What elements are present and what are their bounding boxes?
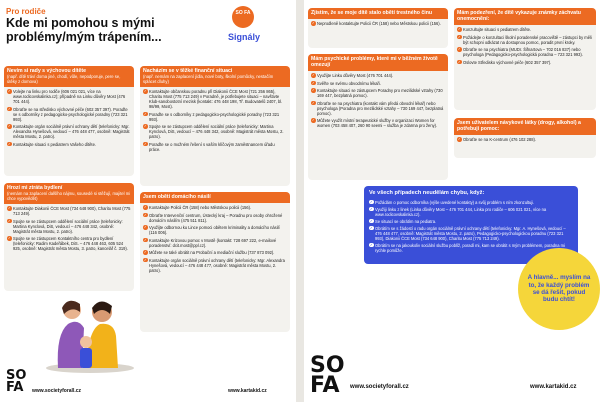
list-item: ✓ Poraďte se s odborníky z pedagogicko-psychologické poradny (723 321 993). [143,112,287,122]
card-domestic-violence-title: Jsem obětí domácího násilí [140,192,290,203]
right-leaflet-page [304,0,600,402]
list-item: ✓ Kontaktujte orgán sociálně právní ochrany dětí (telefonicky: Mgr. Alexandra Hynešová, vedoucí – 476 448 477, osobně: Magistrát města Mostu, 2. patro). [7,124,131,139]
card-crime-victim [308,8,448,48]
list-item: ✓ Kontaktujte Diakonii ČCE Most (734 648 900), Charitu Most (775 713 249). [7,206,131,216]
list-item: ✓ Kontaktujte situaci se zástupcem Poradny pro mezilidské vztahy (730 169 447, bezplatná pomoc). [311,88,445,98]
audience-label: Pro rodiče [6,7,46,16]
general-advice-title: Ve všech případech neudělám chybu, když: [369,190,485,196]
sofa-badge: SO FA [232,6,254,28]
card-housing [4,183,134,291]
card-domestic-violence [140,192,290,332]
list-item: ✓ Kontaktujte orgán sociálně právní ochrany dětí (telefonicky: Mgr. Alexandra Hynešová, vedoucí – 476 448 477, osobně: Magistrát města Mostu, 2. patro). [143,258,287,273]
list-item: ✓ Kontaktujte Policii ČR (158) nebo Městskou policii (156). [143,205,287,210]
card-finance [140,66,290,186]
page-title: Kde mi pomohou s mými problémy/mým trápením... [6,16,162,44]
list-item: ✓ Požádám o pomoc odborníka (výše uvedené kontakty) a svůj problém s ním zkonzultuji. [369,200,573,205]
list-item: ✓ Obraťte se na K-centrum (476 102 288). [457,137,593,142]
card-mental-health [308,54,448,180]
list-item: ✓ Neprodleně kontaktujte Policii ČR (158) nebo Městskou policii (156). [311,21,445,26]
card-crime-victim-title: Zjistím, že se moje dítě stalo obětí trestného činu [308,8,448,19]
list-item: ✓ Kontaktujte občanskou poradnu při Diakonii ČCE Most (721 256 865), Charitu Most (775 713 249) v Poradně, je potřebujete situaci – navštivte Klub-sanobostotní mezisk (kontakt: 476 448 198, Tř. Budovatelů 2407, bl. 98/99, Most). [143,89,287,109]
list-item: ✓ Využijte odbornou ku Lince pomoci obětem kriminality a domácího násilí (116 006). [143,225,287,235]
list-item: ✓ Obraťte se na psychiatra (kontakt vám předá obvodní lékař) nebo psychologa (Poradna pro mezilidské vztahy – 730 169 447, bezplatná pomoc). [311,101,445,116]
list-item: ✓ Spojte se se zástupcem oddělení sociální práce (telefonicky: Martina Kynclová, DiS, vedoucí – 476 448 342, osobně: Magistrát města Mostu, 2. patro). [143,124,287,139]
card-housing-title: Hrozí mi ztráta bydlení (nemám na zaplacení dalšího nájmu, sousedé si stěžují, majitel mi chce vypovědět) [4,183,134,204]
list-item: ✓ Obrátím se s žádostí o radu orgán sociálně právní ochrany dětí (telefonicky: Mgr. A. Hynešová, vedoucí – 476 448 477, osobně: Magistrát města Mostu, 2. patro), Pedagogicko-psychologickou poradnu (723 321 993), Diakonii ČCE Most (734 648 900), Charitu Most (775 713 249). [369,226,573,241]
card-parenting [4,66,134,176]
list-item: ✓ Obraťte se na středisko výchovné péče (602 357 397). Poraďte se s odborníky z pedagogicko-psychologické poradny (723 321 993). [7,107,131,122]
list-item: ✓ Spojte se se zástupcem oddělení sociální práce (telefonicky: Martina Kynclová, DiS, vedoucí – 476 448 342, osobně: Magistrát města Mostu, 2. patro). [7,219,131,234]
list-item: ✓ Kontaktujte situaci s pediatrem Vašeho dítěte. [7,142,131,147]
list-item: ✓ Můžete využít místní terapeutické služby v organizaci Women for women (703 458 407, 260 90 seemi – služba je zdarma pro ženy). [311,118,445,128]
footer-url-kartakid[interactable]: www.kartakid.cz [530,384,577,390]
signaly-label: Signály [228,32,261,42]
card-addiction-title: Jsem uživatelem návykové látky (drogy, alkohol) a potřebuji pomoc: [454,118,596,135]
list-item: ✓ Obrátím se na jakoukoliv sociální službu poblíž, poradí mi, kam se obrátit s mým problémem, poradna mi rychle pomůže. [369,243,573,253]
footer-url-society[interactable]: www.societyforall.cz [350,384,409,390]
footer-url-kartakid[interactable]: www.kartakid.cz [228,388,267,394]
card-finance-title: Nacházím se v těžké finanční situaci (např. nemám na zaplacení jídla, nové boty, školní pomůcky, nestačím splácet dluhy) [140,66,290,87]
list-item: ✓ Využiji linku z linek (Linka důvěry Most – 476 701 444, Linka pro rodiče – 606 021 021, více na www.rodicovskalinka.cz). [369,207,573,217]
list-item: ✓ Využijte Linku důvěry Most (476 701 444). [311,73,445,78]
list-item: ✓ Požádejte o konzultaci školní poradenské pracoviště – zástupci by měli být schopni odkázat na dostupnou pomoc, poradit první kroky. [457,35,593,45]
motivation-bubble: A hlavně... myslím na to, že každý problém se dá řešit, pokud budu chtít! [518,248,600,330]
footer-url-society[interactable]: www.societyforall.cz [32,388,81,394]
family-illustration [38,284,138,374]
list-item: ✓ Volejte na linku pro rodiče (606 021 021, více na www.rodicovskalinka.cz); případně na Linku důvěry Most (476 701 444). [7,89,131,104]
sofa-logo: SO FA [310,353,345,398]
card-addiction [454,118,596,158]
list-item: ✓ Se situací se obrátím na pediatra. [369,219,573,224]
list-item: ✓ Spojte se se zástupcem Kontaktního centra pro bydlení (telefonicky: Radim Kadeřábek, DiS. – 476 448 463, 605 524 925, osobně: Magistrát města Mostu, 3. patro, kancelář č. 319). [7,236,131,251]
left-leaflet-page [0,0,296,402]
list-item: ✓ Oslovte Středisko výchovné péče (602 357 397). [457,60,593,65]
card-child-illness-title: Mám podezření, že dítě vykazuje známky záchvatu onemocnění: [454,8,596,25]
card-mental-health-title: Mám psychické problémy, které mi v běžném životě omezují [308,54,448,71]
list-item: ✓ Konzultujte situaci s pediatrem dítěte. [457,27,593,32]
list-item: ✓ Obraťte se na psychiatra (MUDr. Šifnartova – 702 016 837) nebo psychologa (Pedagogicko-psychologická poradna – 723 321 993). [457,47,593,57]
sofa-logo: SO FA [6,368,27,395]
list-item: ✓ Kontaktujte Krizovou pomoc v Mostě (kontakt: 728 697 222, e-mailové poradenství: dcit.most@ppl.cz). [143,238,287,248]
list-item: ✓ Poraďte se o možném řešení s vaším klíčovým zaměstnancem úřadu práce. [143,142,287,152]
card-parenting-title: Nevím si rady s výchovou dítěte (např. dítě tráví doma jiné, chodí, vůle, nepodporuje, pere se, útěky z domova) [4,66,134,87]
list-item: ✓ Můžete se také obrátit na Probační a mediační službu (737 873 092). [143,250,287,255]
card-child-illness [454,8,596,110]
list-item: ✓ Obraťte Intervenční centrum, Ústecký kraj – Poradnu pro osoby ohrožené domácím násilím (475 511 811). [143,213,287,223]
list-item: ✓ Svěřte se svému obvodnímu lékaři. [311,81,445,86]
